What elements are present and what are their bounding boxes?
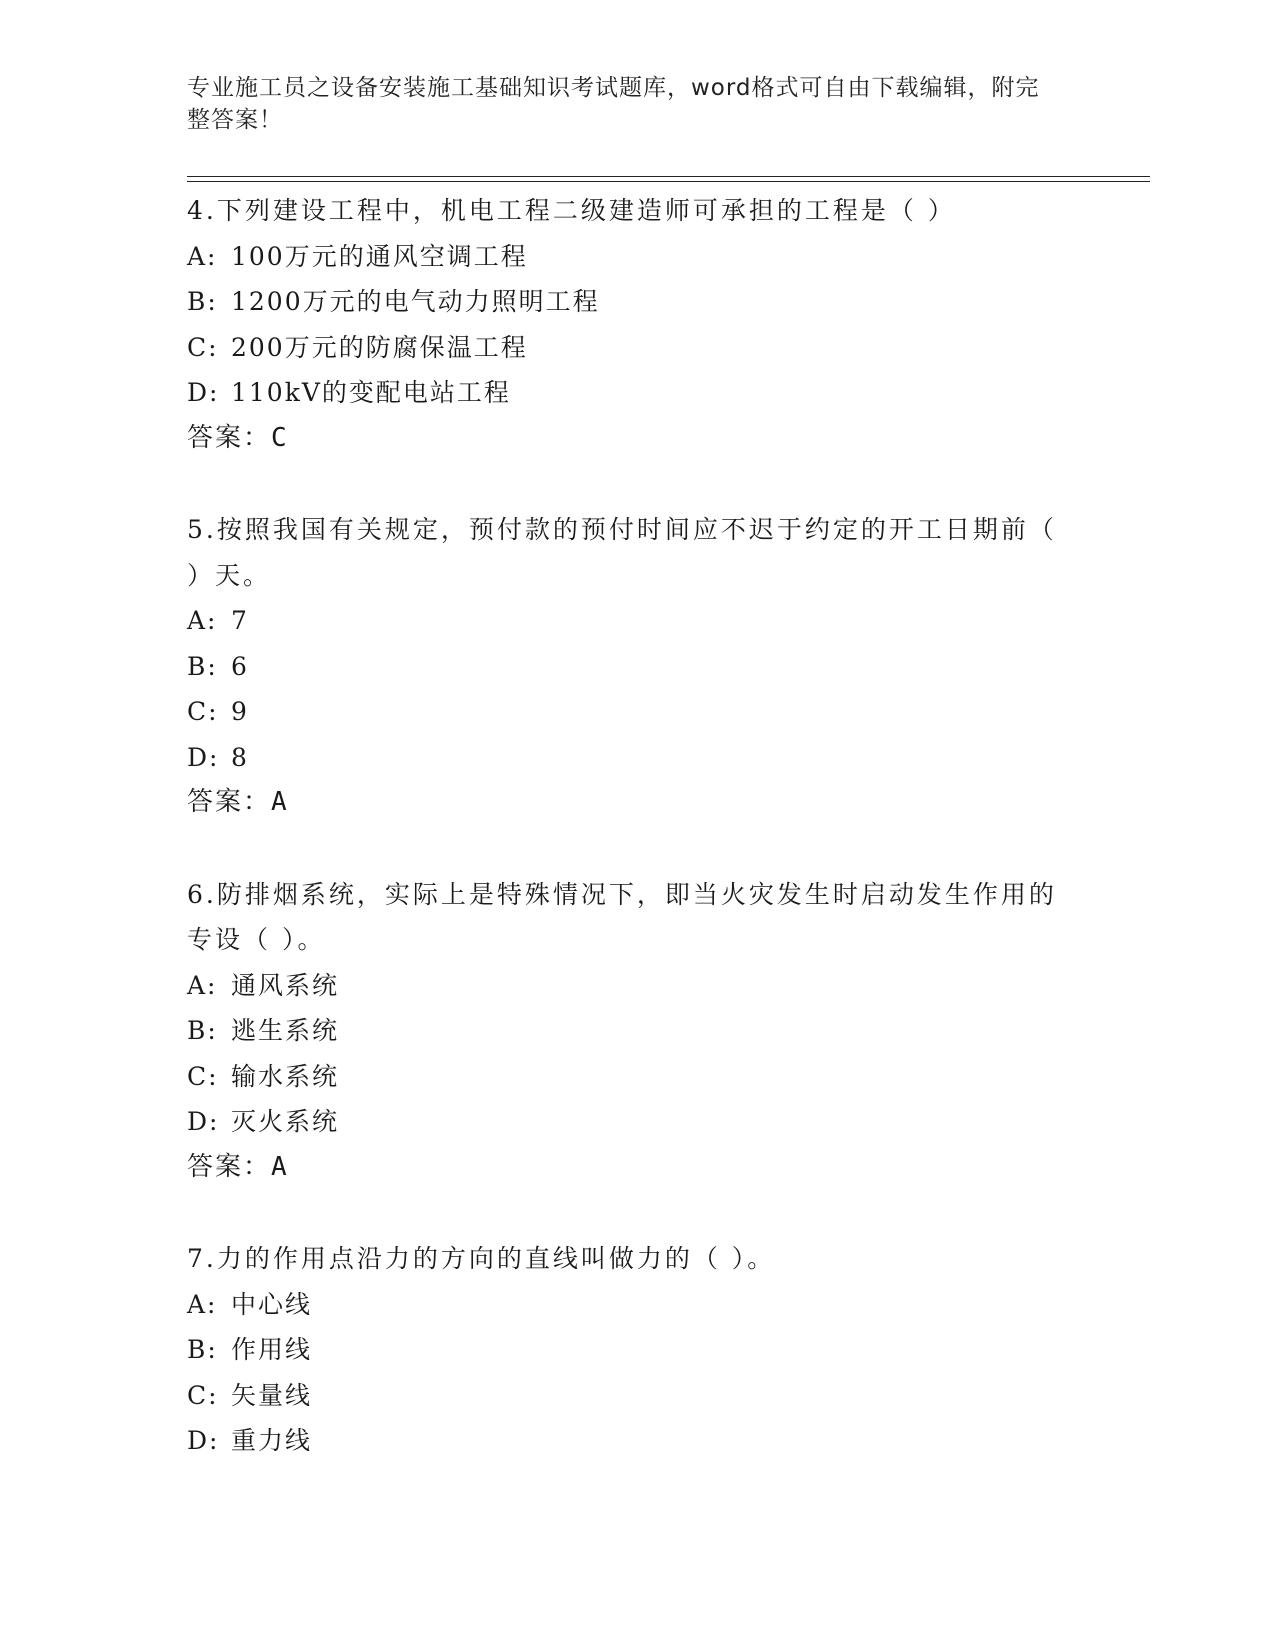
option-label: C: — [187, 1061, 219, 1091]
option-a — [187, 234, 1087, 280]
option-text: 1200万元的电气动力照明工程 — [231, 287, 600, 316]
option-label: B: — [187, 1335, 218, 1364]
option-label: D: — [187, 742, 220, 772]
option-c — [187, 1054, 1087, 1100]
answer-value: A — [271, 1151, 287, 1182]
option-text: 输水系统 — [231, 1061, 340, 1091]
option-b — [187, 1008, 1087, 1054]
option-text: 9 — [231, 697, 249, 726]
option-label: A: — [187, 1289, 218, 1319]
option-d — [187, 370, 1087, 416]
answer-line — [187, 780, 1087, 826]
answer-value: A — [271, 787, 287, 817]
option-text: 100万元的通风空调工程 — [231, 241, 528, 271]
option-label: C: — [187, 332, 219, 362]
option-d — [187, 1418, 1087, 1464]
question-stem: 4.下列建设工程中，机电工程二级建造师可承担的工程是（ ） — [187, 196, 956, 225]
option-a — [187, 1282, 1087, 1328]
option-text: 灭火系统 — [231, 1107, 340, 1136]
header-divider-bottom — [187, 181, 1150, 182]
question-list — [187, 188, 1087, 1510]
header-divider-top — [187, 176, 1150, 177]
option-text: 作用线 — [231, 1335, 313, 1364]
question-7 — [187, 1236, 1087, 1464]
answer-label: 答案： — [187, 1151, 272, 1182]
document-header — [187, 72, 1067, 136]
option-label: B: — [187, 651, 218, 681]
option-label: C: — [187, 1380, 219, 1410]
answer-label: 答案： — [187, 787, 272, 817]
option-label: D: — [187, 1107, 220, 1136]
option-text: 重力线 — [231, 1426, 313, 1455]
question-stem: 6.防排烟系统，实际上是特殊情况下，即当火灾发生时启动发生作用的专设（ ）。 — [187, 879, 1057, 954]
option-text: 8 — [231, 742, 249, 772]
option-text: 逃生系统 — [231, 1016, 340, 1045]
option-a — [187, 598, 1087, 644]
option-b — [187, 279, 1087, 325]
option-b — [187, 644, 1087, 690]
option-label: B: — [187, 1016, 218, 1045]
option-text: 通风系统 — [231, 970, 340, 1000]
answer-label: 答案： — [187, 422, 272, 453]
option-text: 200万元的防腐保温工程 — [231, 332, 528, 362]
option-text: 矢量线 — [231, 1380, 313, 1410]
question-5 — [187, 507, 1087, 826]
question-4 — [187, 188, 1087, 461]
answer-value: C — [271, 422, 287, 453]
option-label: A: — [187, 241, 218, 271]
question-stem: 7.力的作用点沿力的方向的直线叫做力的（ ）。 — [187, 1244, 776, 1273]
header-line-1: 专业施工员之设备安装施工基础知识考试题库，word格式可自由下载编辑，附完 — [187, 75, 1040, 101]
question-stem: 5.按照我国有关规定，预付款的预付时间应不迟于约定的开工日期前（ ）天。 — [187, 515, 1057, 590]
option-label: A: — [187, 970, 218, 1000]
option-text: 中心线 — [231, 1289, 313, 1319]
option-label: D: — [187, 1426, 220, 1455]
option-text: 110kV的变配电站工程 — [231, 378, 511, 407]
option-a — [187, 963, 1087, 1009]
answer-line — [187, 1145, 1087, 1191]
option-text: 7 — [231, 606, 249, 635]
option-label: C: — [187, 697, 219, 726]
option-text: 6 — [231, 651, 249, 681]
option-c — [187, 1373, 1087, 1419]
answer-line — [187, 416, 1087, 462]
option-label: B: — [187, 287, 218, 316]
question-6 — [187, 872, 1087, 1191]
option-d — [187, 735, 1087, 781]
option-label: D: — [187, 378, 220, 407]
option-d — [187, 1099, 1087, 1145]
option-c — [187, 325, 1087, 371]
header-line-2: 整答案！ — [187, 107, 283, 133]
option-label: A: — [187, 606, 218, 635]
option-b — [187, 1327, 1087, 1373]
option-c — [187, 689, 1087, 735]
